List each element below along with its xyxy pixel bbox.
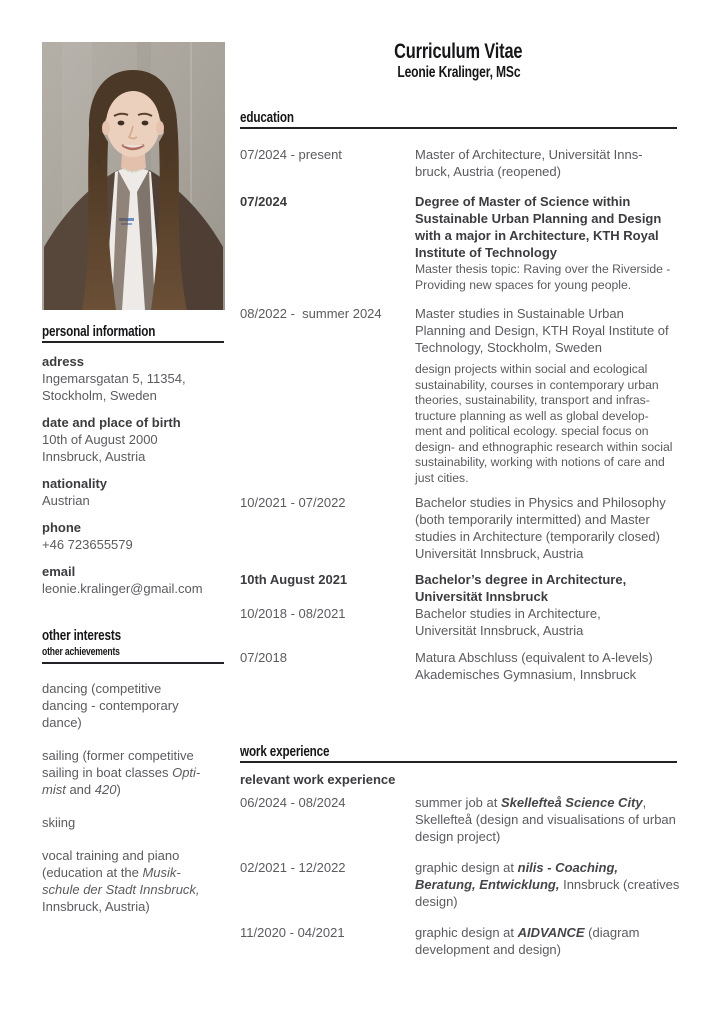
- entry-text: [415, 924, 677, 958]
- text-segment: ): [116, 782, 121, 797]
- education-entry: [240, 193, 677, 293]
- entry-text: [415, 305, 677, 356]
- text-line: Sustainable Urban Planning and Design: [415, 211, 662, 226]
- text-line: [415, 794, 677, 811]
- text-line: [415, 859, 679, 876]
- education-entries: [240, 146, 677, 683]
- entry-date: 11/2020 - 04/2021: [240, 925, 345, 940]
- entry-date: 10/2018 - 08/2021: [240, 606, 346, 621]
- entry-text: [415, 605, 677, 639]
- text-line: Matura Abschluss (equivalent to A-levels): [415, 650, 653, 665]
- text-line: [415, 941, 677, 958]
- text-line: [42, 764, 224, 781]
- field-birth: [42, 414, 224, 465]
- text-segment: sailing (former competitive: [42, 748, 194, 763]
- text-line: Planning and Design, KTH Royal Institute of: [415, 323, 669, 338]
- text-line: Innsbruck, Austria: [42, 449, 146, 464]
- education-entry: [240, 494, 677, 562]
- work-experience-section: [240, 743, 680, 972]
- text-line: Bachelor studies in Architecture,: [415, 606, 601, 621]
- entry-description: [415, 193, 677, 293]
- text-line: with a major in Architecture, KTH Royal: [415, 228, 659, 243]
- text-line: Master of Architecture, Universität Inns-: [415, 147, 643, 162]
- entry-date: 07/2018: [240, 650, 287, 665]
- education-section: [240, 110, 677, 683]
- entry-description: [415, 794, 677, 845]
- text-line: [415, 924, 677, 941]
- interest-music: [42, 847, 224, 915]
- text-line: [415, 893, 679, 910]
- field-label: phone: [42, 520, 81, 535]
- education-entry: [240, 146, 677, 180]
- text-segment: dancing (competitive: [42, 681, 162, 696]
- text-line: [42, 881, 224, 898]
- text-segment: graphic design at: [415, 925, 518, 940]
- entry-subtext: [415, 262, 677, 293]
- text-segment: sailing in boat classes: [42, 765, 173, 780]
- entry-date: 02/2021 - 12/2022: [240, 860, 346, 875]
- field-label: nationality: [42, 476, 108, 491]
- entry-date: 07/2024 - present: [240, 147, 342, 162]
- text-line: design- and ethnographic research within social: [415, 439, 673, 454]
- text-line: studies in Architecture (temporarily closed): [415, 529, 660, 544]
- text-line: tructure planning as well as global develop-: [415, 408, 649, 423]
- text-line: Universität Innsbruck, Austria: [415, 546, 584, 561]
- text-line: Bachelor’s degree in Architecture,: [415, 572, 627, 587]
- page-subtitle: Leonie Kralinger, MSc: [396, 64, 521, 82]
- entry-description: [415, 571, 677, 605]
- text-segment: design): [415, 894, 458, 909]
- text-segment: (education at the: [42, 865, 143, 880]
- text-segment: nilis - Coaching,: [517, 860, 619, 875]
- entry-date: 08/2022 - summer 2024: [240, 306, 382, 321]
- text-line: design projects within social and ecological: [415, 362, 648, 376]
- text-line: [42, 864, 224, 881]
- text-line: Master studies in Sustainable Urban: [415, 306, 624, 321]
- text-line: sustainability, working with notions of care and: [415, 455, 665, 469]
- entry-text: [415, 649, 677, 683]
- other-interests-list: [42, 680, 224, 915]
- entry-description: [415, 605, 677, 639]
- text-line: bruck, Austria (reopened): [415, 164, 561, 179]
- text-segment: summer job at: [415, 795, 501, 810]
- field-label: email: [42, 564, 76, 579]
- personal-information-heading: personal information: [42, 324, 224, 343]
- portrait-photo: [42, 42, 225, 310]
- entry-date: 06/2024 - 08/2024: [240, 795, 346, 810]
- entry-subtext: [415, 362, 677, 486]
- entry-description: [415, 859, 679, 910]
- interest-skiing: [42, 814, 224, 831]
- personal-information-fields: [42, 353, 224, 597]
- text-line: 10th of August 2000: [42, 432, 158, 447]
- entry-text: [415, 794, 677, 845]
- text-line: Ingemarsgatan 5, 11354,: [42, 371, 186, 386]
- entry-description: [415, 924, 677, 958]
- education-entry: [240, 571, 677, 605]
- entry-text: [415, 494, 677, 562]
- field-value: [42, 580, 224, 597]
- text-segment: AIDVANCE: [517, 925, 585, 940]
- text-line: just cities.: [415, 470, 469, 485]
- text-line: [42, 814, 224, 831]
- text-segment: skiing: [42, 815, 76, 830]
- text-line: +46 723655579: [42, 537, 133, 552]
- field-value: [42, 370, 224, 404]
- text-segment: Musik-: [142, 865, 181, 880]
- text-segment: Skellefteå Science City: [500, 795, 643, 810]
- entry-date: 10th August 2021: [240, 572, 348, 587]
- text-line: [42, 697, 224, 714]
- entry-description: [415, 305, 677, 486]
- work-entry: [240, 859, 680, 910]
- field-nationality: [42, 475, 224, 509]
- field-value: [42, 492, 224, 509]
- text-line: Bachelor studies in Physics and Philosophy: [415, 495, 666, 510]
- text-segment: Skellefteå (design and visualisations of urban: [415, 812, 676, 827]
- text-line: Stockholm, Sweden: [42, 388, 157, 403]
- interest-dancing: [42, 680, 224, 731]
- education-entry: [240, 649, 677, 683]
- text-line: ment and political ecology. special focus on: [415, 424, 649, 438]
- text-segment: dance): [42, 715, 82, 730]
- text-line: Universität Innsbruck, Austria: [415, 623, 584, 638]
- text-line: Degree of Master of Science within: [415, 194, 631, 209]
- work-subheading: relevant work experience: [240, 772, 396, 787]
- text-line: Universität Innsbruck: [415, 589, 548, 604]
- education-heading: education: [240, 110, 677, 129]
- text-segment: ,: [642, 795, 647, 810]
- text-line: Austrian: [42, 493, 90, 508]
- field-address: [42, 353, 224, 404]
- entry-text: [415, 859, 679, 910]
- text-segment: 420: [94, 782, 117, 797]
- entry-date: 07/2024: [240, 194, 287, 209]
- field-label: date and place of birth: [42, 415, 181, 430]
- text-line: Technology, Stockholm, Sweden: [415, 340, 602, 355]
- text-line: theories, sustainability, transport and infras-: [415, 393, 650, 407]
- text-line: [415, 811, 677, 828]
- education-entry: [240, 605, 677, 639]
- entry-text: [415, 193, 677, 261]
- work-experience-heading: work experience: [240, 744, 677, 763]
- text-segment: mist: [42, 782, 66, 797]
- sidebar: [42, 324, 224, 931]
- text-segment: Innsbruck, Austria): [42, 899, 150, 914]
- entry-text: [415, 571, 677, 605]
- text-segment: development and design): [415, 942, 561, 957]
- field-value: [42, 431, 224, 465]
- text-segment: vocal training and piano: [42, 848, 180, 863]
- text-line: [42, 714, 224, 731]
- text-line: [42, 747, 224, 764]
- entry-date: 10/2021 - 07/2022: [240, 495, 346, 510]
- interest-sailing: [42, 747, 224, 798]
- text-segment: and: [65, 782, 95, 797]
- text-segment: Beratung, Entwicklung,: [415, 877, 560, 892]
- portrait-photo-art: [42, 42, 225, 310]
- text-line: [42, 680, 224, 697]
- text-segment: Innsbruck (creatives: [559, 877, 680, 892]
- page-title: Curriculum Vitae: [394, 40, 523, 63]
- text-line: (both temporarily intermitted) and Master: [415, 512, 650, 527]
- text-line: Master thesis topic: Raving over the Riverside -: [415, 262, 671, 276]
- text-line: sustainability, courses in contemporary urban: [415, 377, 659, 392]
- field-phone: [42, 519, 224, 553]
- work-entry: [240, 794, 677, 845]
- work-entry: [240, 924, 677, 958]
- text-segment: Opti-: [172, 765, 201, 780]
- entry-description: [415, 649, 677, 683]
- entry-text: [415, 146, 677, 180]
- text-segment: graphic design at: [415, 860, 518, 875]
- text-line: leonie.kralinger@gmail.com: [42, 581, 203, 596]
- work-entries: [240, 771, 680, 958]
- education-entry: [240, 305, 677, 486]
- field-email: [42, 563, 224, 597]
- field-value: [42, 536, 224, 553]
- text-line: Akademisches Gymnasium, Innsbruck: [415, 667, 637, 682]
- entry-description: [415, 146, 677, 180]
- text-line: [42, 898, 224, 915]
- text-segment: schule der Stadt Innsbruck,: [42, 882, 200, 897]
- text-segment: design project): [415, 829, 501, 844]
- entry-description: [415, 494, 677, 562]
- text-line: Providing new spaces for young people.: [415, 277, 632, 292]
- text-line: [42, 781, 224, 798]
- other-interests-heading: other interests other achievements: [42, 628, 224, 664]
- text-line: [42, 847, 224, 864]
- document-header: [240, 40, 677, 83]
- text-segment: dancing - contemporary: [42, 698, 179, 713]
- text-line: [415, 828, 677, 845]
- text-line: Institute of Technology: [415, 245, 558, 260]
- field-label: adress: [42, 354, 84, 369]
- text-segment: (diagram: [584, 925, 640, 940]
- text-line: [415, 876, 679, 893]
